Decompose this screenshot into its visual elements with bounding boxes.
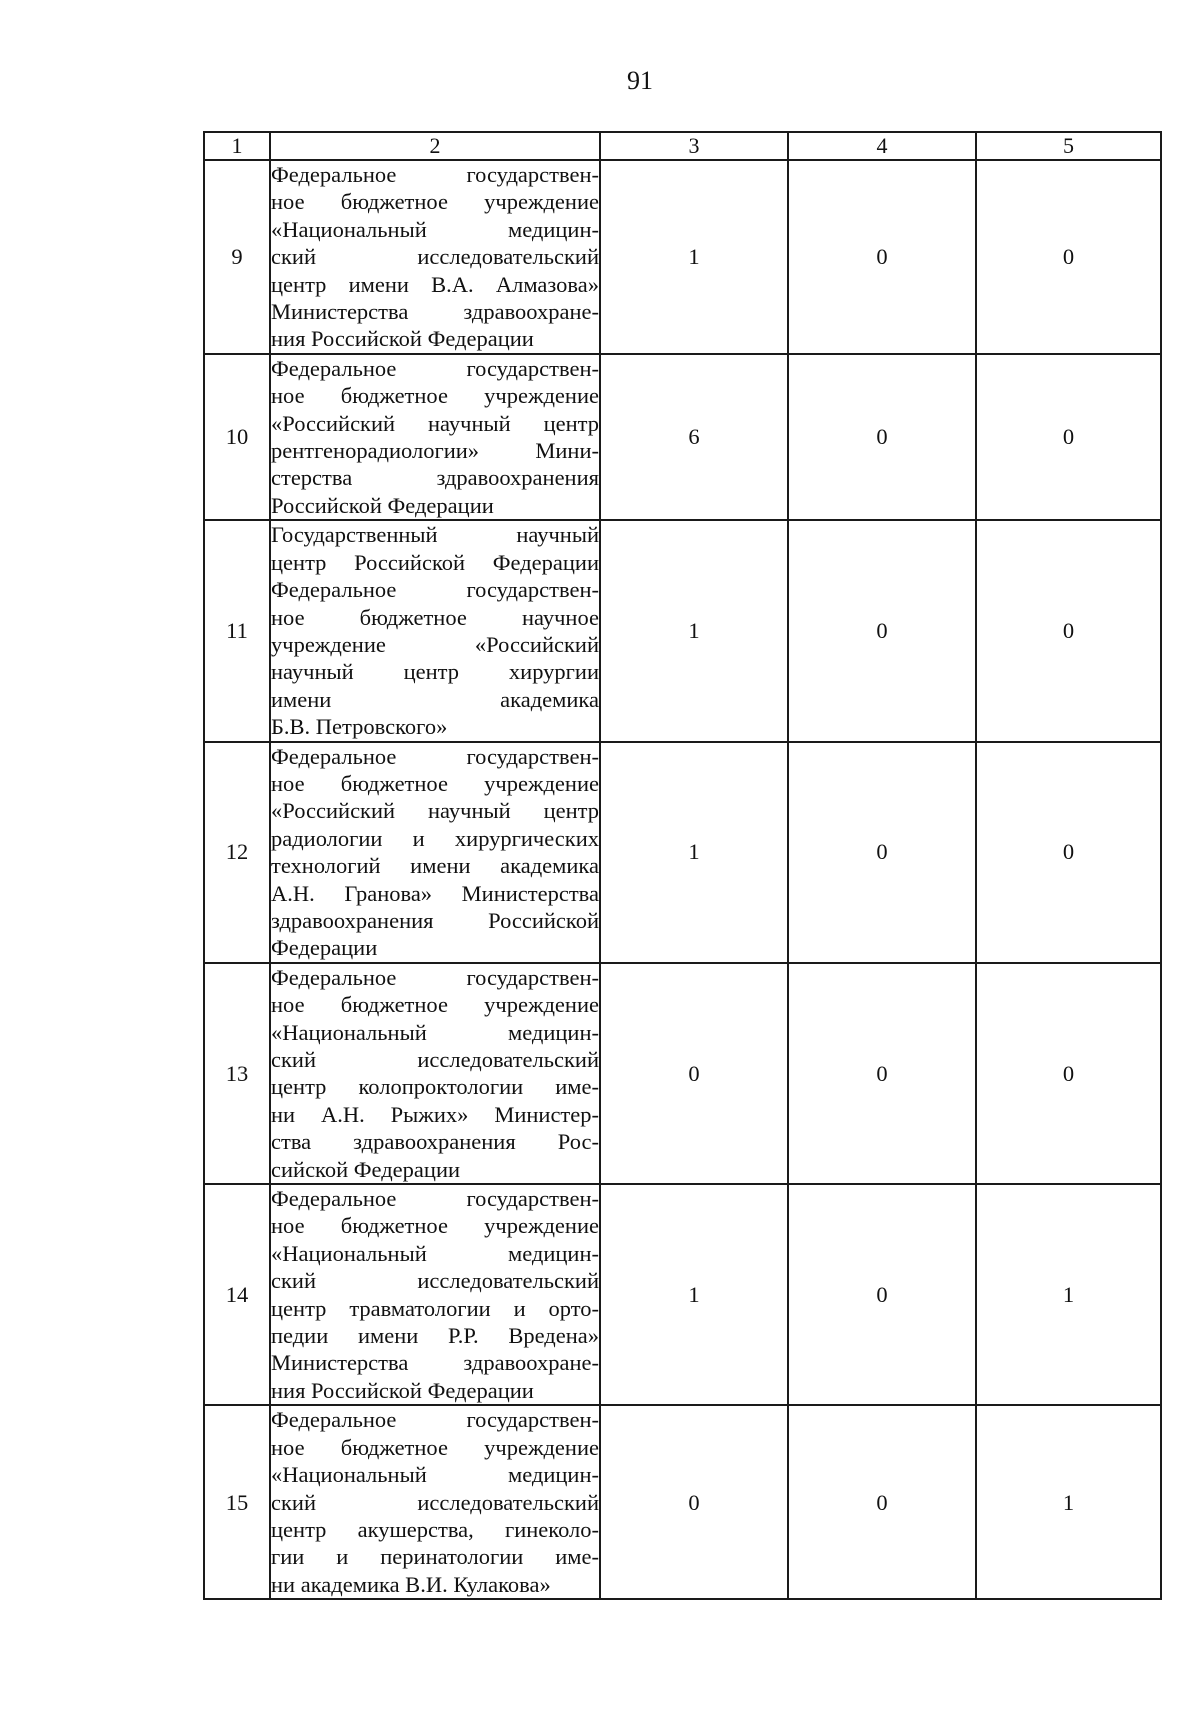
value-col-4: 0 bbox=[788, 1184, 976, 1405]
institution-name-line: центр имени В.А. Алмазова» bbox=[271, 271, 599, 297]
institution-name-line: Федеральное государствен- bbox=[271, 743, 599, 769]
institution-name-line: технологий имени академика bbox=[271, 853, 599, 879]
institution-name-line: Федеральное государствен- bbox=[271, 1186, 599, 1212]
row-number: 9 bbox=[204, 160, 270, 354]
table-header bbox=[204, 132, 1161, 160]
value-col-3: 1 bbox=[600, 1184, 788, 1405]
row-number: 14 bbox=[204, 1184, 270, 1405]
row-number: 13 bbox=[204, 963, 270, 1184]
institution-name-line: ное бюджетное учреждение bbox=[271, 770, 599, 796]
institution-name-line: центр Российской Федерации bbox=[271, 549, 599, 575]
header-col-5: 5 bbox=[976, 132, 1161, 160]
institution-name-line: «Национальный медицин- bbox=[271, 1462, 599, 1488]
value-col-3: 1 bbox=[600, 160, 788, 354]
institution-name-line: центр колопроктологии име- bbox=[271, 1074, 599, 1100]
value-col-5: 0 bbox=[976, 354, 1161, 520]
institution-name-line: Федеральное государствен- bbox=[271, 964, 599, 990]
institution-name bbox=[270, 742, 600, 963]
page-number: 91 bbox=[627, 66, 653, 95]
table-row bbox=[204, 742, 1161, 963]
institution-name bbox=[270, 160, 600, 354]
institution-name-line: ное бюджетное научное bbox=[271, 604, 599, 630]
institution-name bbox=[270, 1405, 600, 1599]
value-col-3: 1 bbox=[600, 520, 788, 741]
header-col-2: 2 bbox=[270, 132, 600, 160]
institution-name-line: Государственный научный bbox=[271, 522, 599, 548]
institution-name-line: рентгенорадиологии» Мини- bbox=[271, 438, 599, 464]
institution-name-line: Федеральное государствен- bbox=[271, 577, 599, 603]
value-col-3: 1 bbox=[600, 742, 788, 963]
institution-name bbox=[270, 354, 600, 520]
institution-name-line: Федеральное государствен- bbox=[271, 162, 599, 187]
table-row bbox=[204, 1405, 1161, 1599]
institution-name-line: здравоохранения Российской bbox=[271, 907, 599, 933]
institution-name-line: «Российский научный центр bbox=[271, 798, 599, 824]
table-row bbox=[204, 520, 1161, 741]
value-col-5: 0 bbox=[976, 520, 1161, 741]
table-row bbox=[204, 1184, 1161, 1405]
institution-name bbox=[270, 963, 600, 1184]
institution-name-line: Федерации bbox=[271, 935, 378, 961]
institution-name-line: ное бюджетное учреждение bbox=[271, 383, 599, 409]
institution-name bbox=[270, 1184, 600, 1405]
institution-name-line: Российской Федерации bbox=[271, 492, 494, 518]
institution-name-line: «Национальный медицин- bbox=[271, 216, 599, 242]
value-col-4: 0 bbox=[788, 963, 976, 1184]
value-col-5: 0 bbox=[976, 160, 1161, 354]
header-col-4: 4 bbox=[788, 132, 976, 160]
institution-name-line: центр акушерства, гинеколо- bbox=[271, 1516, 599, 1542]
institution-name bbox=[270, 520, 600, 741]
institution-name-line: ное бюджетное учреждение bbox=[271, 1213, 599, 1239]
institution-name-line: Министерства здравоохране- bbox=[271, 1350, 599, 1376]
institution-name-line: радиологии и хирургических bbox=[271, 825, 599, 851]
table-row bbox=[204, 963, 1161, 1184]
header-col-3: 3 bbox=[600, 132, 788, 160]
institution-name-line: Министерства здравоохране- bbox=[271, 299, 599, 325]
data-table bbox=[203, 131, 1162, 1600]
value-col-5: 1 bbox=[976, 1184, 1161, 1405]
institution-name-line: «Национальный медицин- bbox=[271, 1019, 599, 1045]
institution-name-line: ное бюджетное учреждение bbox=[271, 992, 599, 1018]
institution-name-line: стерства здравоохранения bbox=[271, 465, 599, 491]
institution-name-line: гии и перинатологии име- bbox=[271, 1544, 599, 1570]
institution-name-line: Федеральное государствен- bbox=[271, 1407, 599, 1433]
institution-name-line: ский исследовательский bbox=[271, 1047, 599, 1072]
institution-name-line: ния Российской Федерации bbox=[271, 326, 534, 352]
institution-name-line: учреждение «Российский bbox=[271, 631, 599, 657]
row-number: 11 bbox=[204, 520, 270, 741]
institution-name-line: центр травматологии и орто- bbox=[271, 1295, 599, 1321]
institution-name-line: ния Российской Федерации bbox=[271, 1377, 534, 1403]
institution-name-line: ни А.Н. Рыжих» Министер- bbox=[271, 1101, 599, 1127]
institution-name-line: ства здравоохранения Рос- bbox=[271, 1129, 599, 1155]
institution-name-line: Федеральное государствен- bbox=[271, 355, 599, 381]
institution-name-line: ни академика В.И. Кулакова» bbox=[271, 1571, 551, 1597]
institution-name-line: педии имени Р.Р. Вредена» bbox=[271, 1323, 599, 1349]
institution-name-line: научный центр хирургии bbox=[271, 659, 599, 685]
value-col-5: 0 bbox=[976, 963, 1161, 1184]
institution-name-line: ский исследовательский bbox=[271, 244, 599, 270]
value-col-4: 0 bbox=[788, 1405, 976, 1599]
row-number: 15 bbox=[204, 1405, 270, 1599]
value-col-3: 6 bbox=[600, 354, 788, 520]
institution-name-line: ное бюджетное учреждение bbox=[271, 189, 599, 215]
institution-name-line: ский исследовательский bbox=[271, 1268, 599, 1294]
institution-name-line: Б.В. Петровского» bbox=[271, 714, 448, 740]
value-col-5: 1 bbox=[976, 1405, 1161, 1599]
institution-name-line: «Национальный медицин- bbox=[271, 1240, 599, 1266]
table-row bbox=[204, 354, 1161, 520]
institution-name-line: ное бюджетное учреждение bbox=[271, 1434, 599, 1460]
row-number: 10 bbox=[204, 354, 270, 520]
value-col-4: 0 bbox=[788, 520, 976, 741]
institution-name-line: сийской Федерации bbox=[271, 1156, 461, 1182]
value-col-4: 0 bbox=[788, 742, 976, 963]
row-number: 12 bbox=[204, 742, 270, 963]
institution-name-line: «Российский научный центр bbox=[271, 410, 599, 436]
value-col-4: 0 bbox=[788, 160, 976, 354]
value-col-4: 0 bbox=[788, 354, 976, 520]
value-col-3: 0 bbox=[600, 963, 788, 1184]
institution-name-line: ский исследовательский bbox=[271, 1489, 599, 1515]
institution-name-line: А.Н. Гранова» Министерства bbox=[271, 880, 599, 906]
value-col-3: 0 bbox=[600, 1405, 788, 1599]
table-row bbox=[204, 160, 1161, 354]
institution-name-line: имени академика bbox=[271, 686, 599, 712]
header-col-1: 1 bbox=[204, 132, 270, 160]
value-col-5: 0 bbox=[976, 742, 1161, 963]
header-row bbox=[204, 132, 1161, 160]
table-body bbox=[204, 160, 1161, 1599]
